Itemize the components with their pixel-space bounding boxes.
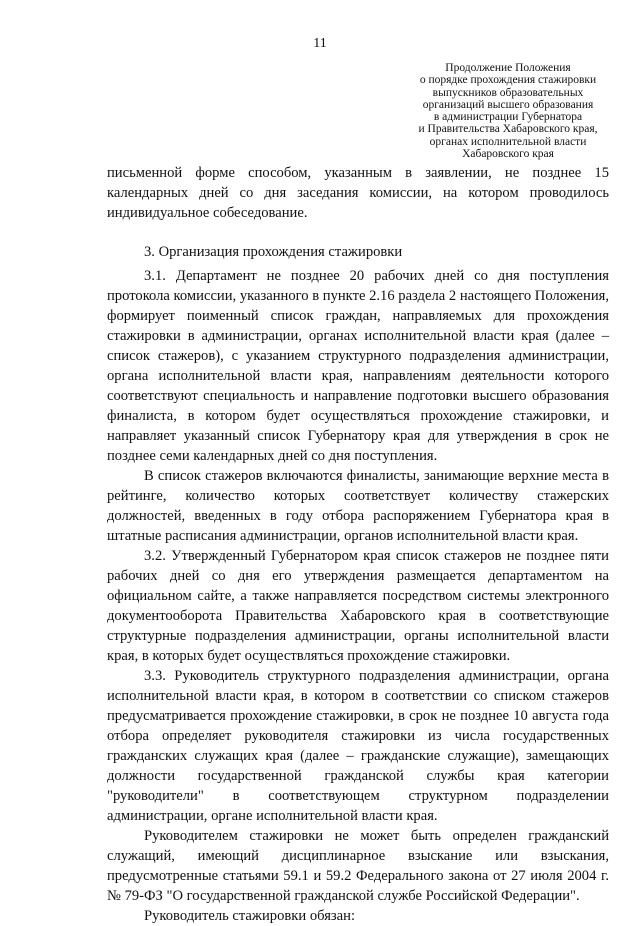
paragraph-obligations: Руководитель стажировки обязан: bbox=[144, 908, 356, 924]
header-line: в администрации Губернатора bbox=[433, 111, 583, 124]
section-heading: 3. Организация прохождения стажировки bbox=[144, 244, 403, 260]
header-line: органах исполнительной власти bbox=[429, 135, 587, 148]
paragraph-trainee-list: В список стажеров включаются финалисты, занимающие верхние места в рейтинге, количество которых соответствует количеству стажерских должностей, введенных в году отбора распоряжением Губернатора края в штатные расписания администрации, органов исполнительной власти края. bbox=[107, 468, 609, 544]
paragraph-3-3: 3.3. Руководитель структурного подразделения администрации, органа исполнительной власти края, в котором в соответствии со списком стажеров предусматривается прохождение стажировки, в срок не позднее 10 августа года отбора определяет руководителя стажировки из числа государственных гражданских служащих края (далее – гражданские служащие), замещающих должности государственной гражданской службы края категории "руководители" в соответствующем структурном подразделении администрации, органе исполнительной власти края. bbox=[107, 668, 609, 824]
document-body bbox=[107, 163, 609, 926]
paragraph-3-1: 3.1. Департамент не позднее 20 рабочих дней со дня поступления протокола комиссии, указанного в пункте 2.16 раздела 2 настоящего Положения, формирует поименный список граждан, направляемых для прохождения стажировки в администрации, органах исполнительной власти края (далее – список стажеров), с указанием структурного подразделения администрации, органа исполнительной власти края, направлениям деятельности которого соответствуют специальность и направление подготовки высшего образования финалиста, в котором будет осуществляться прохождение стажировки, и направляет указанный список Губернатору края для утверждения в срок не позднее семи календарных дней со дня поступления. bbox=[107, 268, 609, 464]
header-line: Продолжение Положения bbox=[445, 62, 571, 74]
paragraph-restriction: Руководителем стажировки не может быть определен гражданский служащий, имеющий дисциплинарное взыскание или взыскания, предусмотренные статьями 59.1 и 59.2 Федерального закона от 27 июля 2004 г. № 79-ФЗ "О государственной гражданской службе Российской Федерации". bbox=[107, 828, 609, 904]
header-line: выпускников образовательных bbox=[432, 86, 584, 99]
header-line: о порядке прохождения стажировки bbox=[419, 74, 597, 87]
header-line: Хабаровского края bbox=[462, 148, 554, 161]
paragraph-continuation: письменной форме способом, указанным в заявлении, не позднее 15 календарных дней со дня заседания комиссии, на котором проводилось индивидуальное собеседование. bbox=[107, 165, 609, 221]
header-line: и Правительства Хабаровского края, bbox=[418, 123, 598, 136]
page-number: 11 bbox=[313, 36, 327, 51]
header-line: организаций высшего образования bbox=[422, 98, 594, 111]
paragraph-3-2: 3.2. Утвержденный Губернатором края список стажеров не позднее пяти рабочих дней со дня его утверждения размещается департаментом на официальном сайте, а также направляется посредством системы электронного документооборота Правительства Хабаровского края в соответствующие структурные подразделения администрации, органы исполнительной власти края, в которых будет осуществляться прохождение стажировки. bbox=[107, 548, 609, 664]
document-header bbox=[398, 62, 618, 160]
